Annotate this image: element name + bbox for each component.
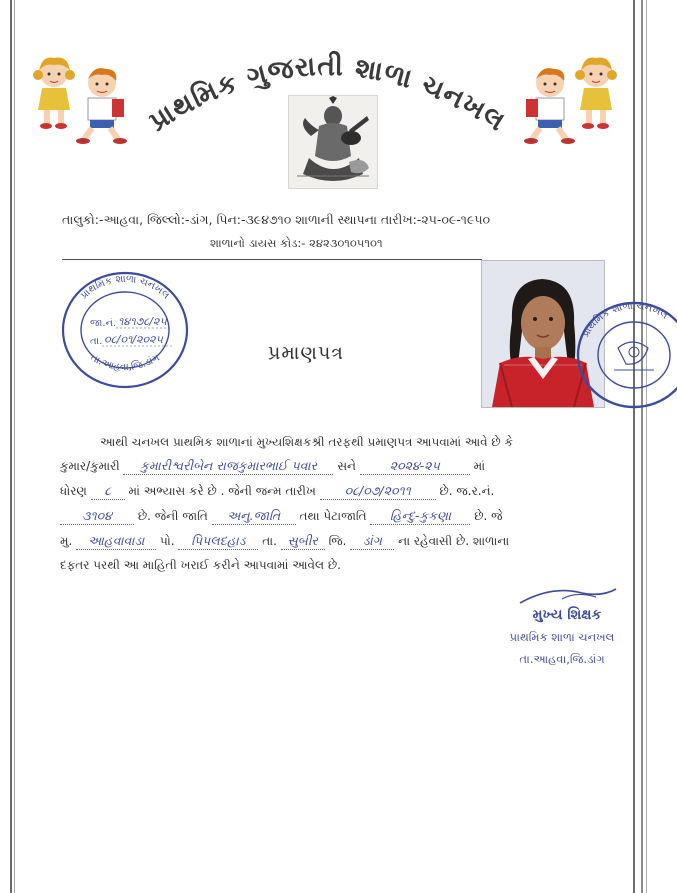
svg-text:તા.: તા. bbox=[90, 336, 103, 347]
saraswati-image bbox=[288, 95, 378, 189]
school-dise-code: શાળાનો ડાયસ કોડ:- ૨૪૨૩૦૧૦૫૧૦૧ bbox=[210, 236, 383, 250]
girl-cartoon-icon bbox=[30, 55, 78, 130]
school-address: તાલુકો:-આહવા, જિલ્લો:-ડાંગ, પિન:-૩૯૪૭૧૦ શાળાની સ્થાપના તારીખ:-૨૫-૦૯-૧૯૫૦ bbox=[62, 212, 491, 227]
birth-date: ૦૮/૦૭/૨૦૧૧ bbox=[320, 483, 436, 500]
signature-place: તા.આહવા,જિ.ડાંગ bbox=[519, 652, 605, 666]
district-label: જિ. bbox=[328, 534, 347, 548]
school-stamp-left bbox=[60, 270, 190, 390]
svg-text:પ્રાથમિક શાળા ચનખલ: પ્રાથમિક શાળા ચનખલ bbox=[580, 300, 670, 340]
reg-label: છે. જ.ર.નં. bbox=[439, 484, 495, 498]
district-value: ડાંગ bbox=[350, 533, 394, 550]
page-border-right-inner bbox=[641, 0, 643, 893]
taluka-label: તા. bbox=[262, 534, 277, 548]
certificate-line-4 bbox=[60, 508, 503, 525]
girl-cartoon-icon bbox=[572, 55, 620, 130]
subcaste-value: હિન્દુ-કુકણા bbox=[370, 508, 470, 525]
svg-text:૦૮/૦૧/૨૦૨૫: ૦૮/૦૧/૨૦૨૫ bbox=[104, 333, 163, 346]
village-label: મુ. bbox=[60, 534, 73, 548]
svg-text:જા.નં.: જા.નં. bbox=[90, 318, 117, 329]
post-label: પો. bbox=[159, 534, 175, 548]
caste-value: અનુ.જાતિ bbox=[212, 508, 296, 525]
standard-value: ૮ bbox=[91, 483, 125, 500]
page-border-left bbox=[10, 0, 12, 893]
boy-cartoon-icon bbox=[520, 65, 578, 145]
svg-text:તા.આહવા,જિ.ડાંગ: તા.આહવા,જિ.ડાંગ bbox=[88, 352, 162, 374]
svg-text:પ્રાથમિક ગુજરાતી શાળા ચનખલ: પ્રાથમિક ગુજરાતી શાળા ચનખલ bbox=[143, 50, 511, 138]
taluka-value: સુબીર bbox=[281, 533, 325, 550]
year-label: સને bbox=[337, 459, 356, 473]
register-number: ૩૧૦૪ bbox=[60, 508, 134, 525]
village-value: આહવાવાડા bbox=[76, 533, 156, 550]
academic-year: ૨૦૨૪-૨૫ bbox=[360, 458, 470, 475]
post-value: પિપલદહાડ bbox=[178, 533, 258, 550]
svg-text:પ્રાથમિક શાળા ચનખલ: પ્રાથમિક શાળા ચનખલ bbox=[78, 273, 172, 302]
prefix-label: કુમાર/કુમારી bbox=[60, 459, 120, 473]
line4-suffix: છે. જે bbox=[474, 509, 503, 523]
headmaster-role: મુખ્ય શિક્ષક bbox=[532, 607, 602, 623]
page-border-right-outer bbox=[646, 0, 647, 893]
certificate-line-5 bbox=[60, 533, 509, 550]
student-name: કુમારીશ્વરીબેન રાજકુમારભાઈ પવાર bbox=[123, 458, 333, 475]
certificate-title: પ્રમાણપત્ર bbox=[268, 342, 344, 364]
study-text: માં અભ્યાસ કરે છે . જેની જન્મ તારીખ bbox=[128, 484, 316, 498]
subcaste-label: તથા પેટાજાતિ bbox=[299, 509, 367, 523]
resident-text: ના રહેવાસી છે. શાળાના bbox=[398, 534, 510, 548]
line6-text: દફતર પરથી આ માહિતી ખરાઈ કરીને આપવામાં આવેલ છે. bbox=[60, 558, 341, 572]
headmaster-signature-block bbox=[492, 585, 642, 675]
signature-school: પ્રાથમિક શાળા ચનખલ bbox=[509, 630, 615, 644]
year-suffix: માં bbox=[473, 459, 486, 473]
page-border-right bbox=[633, 0, 635, 893]
certificate-line-2 bbox=[60, 458, 485, 475]
boy-cartoon-icon bbox=[74, 65, 132, 145]
std-label: ધોરણ bbox=[60, 484, 87, 498]
svg-text:૧૪૧૭૮/૨૫: ૧૪૧૭૮/૨૫ bbox=[118, 315, 167, 328]
certificate-line-3 bbox=[60, 483, 494, 500]
school-stamp-right bbox=[572, 300, 677, 410]
page-border-left-inner bbox=[14, 0, 15, 893]
caste-label: છે. જેની જાતિ bbox=[137, 509, 208, 523]
certificate-line-1 bbox=[100, 435, 513, 450]
header-divider bbox=[62, 259, 482, 260]
line1-text: આથી ચનખલ પ્રાથમિક શાળાનાં મુખ્યશિક્ષકશ્રી તરફથી પ્રમાણપત્ર આપવામાં આવે છે કે bbox=[100, 435, 513, 449]
certificate-line-6 bbox=[60, 558, 341, 573]
